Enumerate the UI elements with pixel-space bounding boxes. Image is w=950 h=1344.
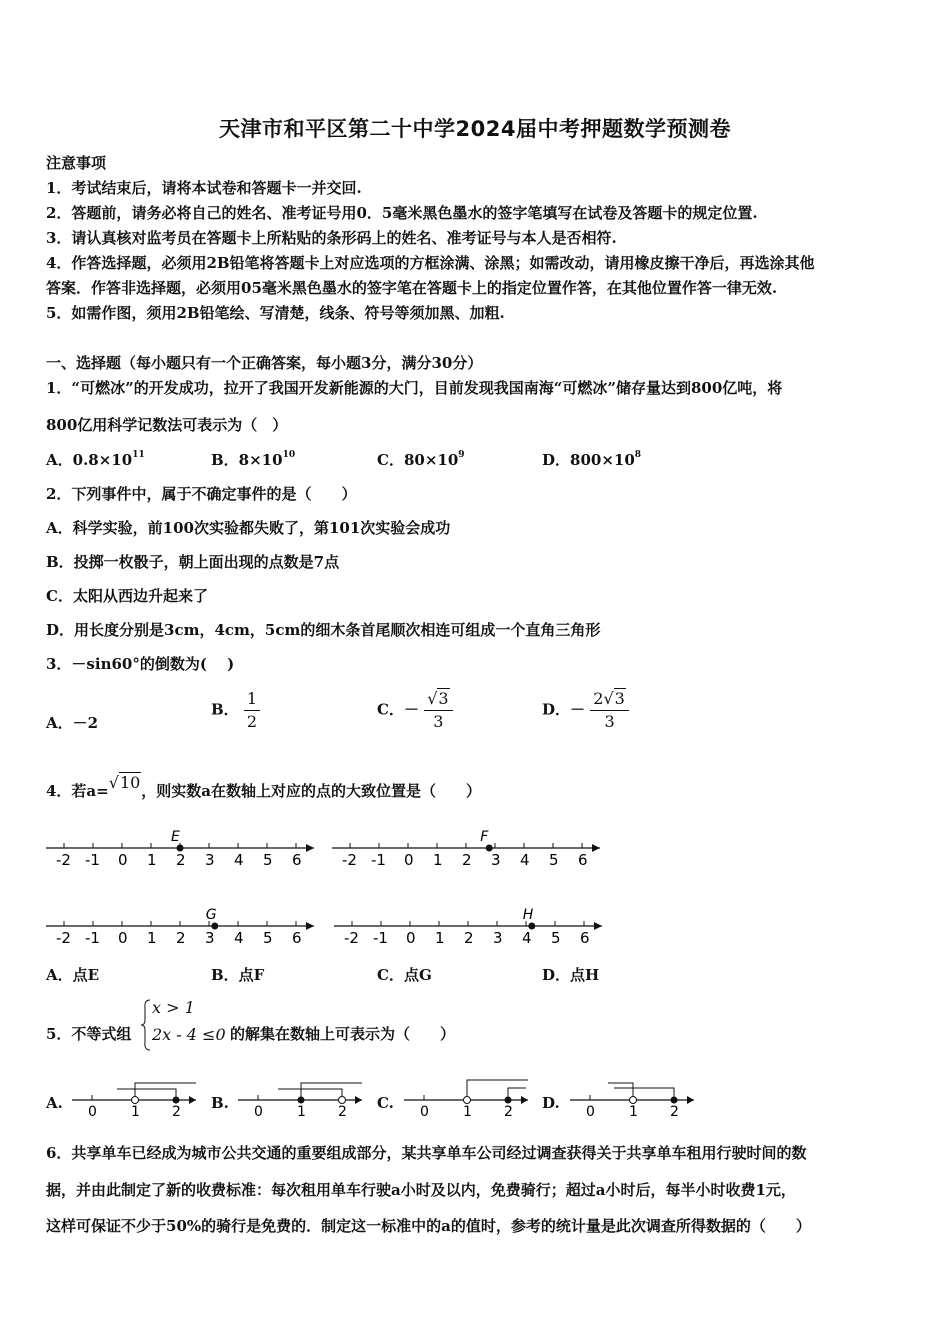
tick-label: 1 bbox=[131, 1104, 140, 1120]
q3-option-c: C．－ $\frac{√3}{3}$ bbox=[377, 688, 453, 733]
q3-option-d: D．－ $\frac{2√3}{3}$ bbox=[542, 688, 629, 733]
page-title: 天津市和平区第二十中学2024届中考押题数学预测卷 bbox=[219, 117, 731, 141]
fraction: $\frac{√3}{3}$ bbox=[424, 688, 452, 733]
q1-option-a: A．$0.8\times 10^{11}$ bbox=[46, 450, 145, 469]
q6-stem: 这样可保证不少于50%的骑行是免费的．制定这一标准中的a的值时，参考的统计量是此次调查所得数据的（ ） bbox=[46, 1217, 811, 1235]
q5-stem-prefix: 5．不等式组 bbox=[46, 1025, 132, 1043]
q2-stem: 2．下列事件中，属于不确定事件的是（ ） bbox=[46, 485, 357, 503]
q3-option-b: B． $\frac{1}{2}$ bbox=[211, 688, 260, 733]
tick-label: 0 bbox=[118, 929, 128, 947]
q2-option-c: C．太阳从西边升起来了 bbox=[46, 587, 208, 605]
tick-label: 3 bbox=[205, 851, 215, 869]
tick-label: 2 bbox=[462, 851, 472, 869]
q5-graph-d bbox=[570, 1083, 694, 1120]
tick-label: 1 bbox=[629, 1104, 638, 1120]
tick-label: 5 bbox=[551, 929, 561, 947]
q4-option-a: A．点E bbox=[46, 966, 100, 984]
q2-option-d: D．用长度分别是3cm，4cm，5cm的细木条首尾顺次相连可组成一个直角三角形 bbox=[46, 621, 601, 639]
tick-label: 2 bbox=[670, 1104, 679, 1120]
tick-label: 6 bbox=[578, 851, 588, 869]
tick-label: 2 bbox=[176, 929, 186, 947]
tick-label: 1 bbox=[433, 851, 443, 869]
tick-label: 3 bbox=[493, 929, 503, 947]
q5-graph-b bbox=[238, 1083, 362, 1120]
q5-graph-a bbox=[72, 1083, 196, 1120]
tick-label: 0 bbox=[420, 1104, 429, 1120]
tick-label: -1 bbox=[373, 929, 388, 947]
tick-label: 5 bbox=[263, 851, 273, 869]
q6-stem: 据，并由此制定了新的收费标准：每次租用单车行驶a小时及以内，免费骑行；超过a小时后，每半小时收费1元， bbox=[46, 1181, 796, 1199]
q2-option-a: A．科学实验，前100次实验都失败了，第101次实验会成功 bbox=[46, 519, 451, 537]
tick-label: 5 bbox=[549, 851, 559, 869]
point-label: E bbox=[171, 829, 180, 845]
tick-label: 1 bbox=[463, 1104, 472, 1120]
q1-option-d: D．$800\times 10^8$ bbox=[542, 450, 642, 469]
tick-label: 6 bbox=[292, 929, 302, 947]
point-label: F bbox=[480, 829, 489, 845]
notice-item: 4．作答选择题，必须用2B铅笔将答题卡上对应选项的方框涂满、涂黑；如需改动，请用橡皮擦干净后，再选涂其他 bbox=[46, 254, 815, 272]
tick-label: 0 bbox=[586, 1104, 595, 1120]
tick-label: 4 bbox=[234, 851, 244, 869]
tick-label: -2 bbox=[344, 929, 359, 947]
q6-stem: 6．共享单车已经成为城市公共交通的重要组成部分，某共享单车公司经过调查获得关于共享单车租用行驶时间的数 bbox=[46, 1144, 807, 1162]
tick-label: 3 bbox=[205, 929, 215, 947]
tick-label: 2 bbox=[464, 929, 474, 947]
notice-item: 1．考试结束后，请将本试卷和答题卡一并交回. bbox=[46, 179, 362, 197]
notice-item: 答案．作答非选择题，必须用05毫米黑色墨水的签字笔在答题卡上的指定位置作答，在其他位置作答一律无效. bbox=[46, 279, 778, 297]
tick-label: 2 bbox=[176, 851, 186, 869]
q5-label-a: A. bbox=[46, 1094, 63, 1112]
tick-label: 2 bbox=[172, 1104, 181, 1120]
tick-label: 4 bbox=[520, 851, 530, 869]
q2-option-b: B．投掷一枚骰子，朝上面出现的点数是7点 bbox=[46, 553, 340, 571]
tick-label: -2 bbox=[56, 929, 71, 947]
tick-label: 6 bbox=[292, 851, 302, 869]
q4-option-b: B．点F bbox=[211, 966, 265, 984]
q4-stem: 4．若a=√10，则实数a在数轴上对应的点的大致位置是（ ） bbox=[46, 773, 482, 800]
tick-label: 0 bbox=[118, 851, 128, 869]
tick-label: -1 bbox=[85, 851, 100, 869]
tick-label: 0 bbox=[88, 1104, 97, 1120]
fraction: $\frac{2√3}{3}$ bbox=[590, 688, 629, 733]
notice-heading: 注意事项 bbox=[46, 154, 107, 172]
tick-label: 1 bbox=[147, 929, 157, 947]
tick-label: 0 bbox=[406, 929, 416, 947]
tick-label: -1 bbox=[371, 851, 386, 869]
tick-label: 1 bbox=[435, 929, 445, 947]
tick-label: -1 bbox=[85, 929, 100, 947]
q3-option-a: A．－2 bbox=[46, 714, 99, 732]
q5-stem-suffix: 的解集在数轴上可表示为（ ） bbox=[230, 1025, 456, 1043]
tick-label: 0 bbox=[254, 1104, 263, 1120]
inequality-2: 2x - 4 ≤0 bbox=[152, 1025, 226, 1044]
section-heading: 一、选择题（每小题只有一个正确答案，每小题3分，满分30分） bbox=[46, 354, 483, 372]
tick-label: 5 bbox=[263, 929, 273, 947]
q4-option-c: C．点G bbox=[377, 966, 432, 984]
q1-option-c: C．$80\times 10^9$ bbox=[377, 450, 465, 469]
notice-item: 3．请认真核对监考员在答题卡上所粘贴的条形码上的姓名、准考证号与本人是否相符. bbox=[46, 229, 617, 247]
q4-option-d: D．点H bbox=[542, 966, 600, 984]
tick-label: 0 bbox=[404, 851, 414, 869]
tick-label: -2 bbox=[56, 851, 71, 869]
q3-stem: 3．－sin60°的倒数为( ) bbox=[46, 655, 235, 673]
tick-label: 4 bbox=[522, 929, 532, 947]
notice-item: 2．答题前，请务必将自己的姓名、准考证号用0．5毫米黑色墨水的签字笔填写在试卷及答题卡的规定位置. bbox=[46, 204, 758, 222]
tick-label: 2 bbox=[338, 1104, 347, 1120]
point-label: G bbox=[205, 907, 217, 923]
point-label: H bbox=[522, 907, 534, 923]
tick-label: 4 bbox=[234, 929, 244, 947]
q5-graph-c bbox=[404, 1080, 528, 1120]
notice-item: 5．如需作图，须用2B铅笔绘、写清楚，线条、符号等须加黑、加粗. bbox=[46, 304, 505, 322]
q1-stem: 1．“可燃冰”的开发成功，拉开了我国开发新能源的大门，目前发现我国南海“可燃冰”储存量达到800亿吨，将 bbox=[46, 379, 783, 397]
tick-label: 2 bbox=[504, 1104, 513, 1120]
q5-label-d: D. bbox=[542, 1094, 560, 1112]
q1-stem: 800亿用科学记数法可表示为（ ） bbox=[46, 416, 288, 434]
q5-label-c: C. bbox=[377, 1094, 394, 1112]
tick-label: -2 bbox=[342, 851, 357, 869]
q1-option-b: B．$8\times 10^{10}$ bbox=[211, 450, 296, 469]
tick-label: 1 bbox=[147, 851, 157, 869]
fraction: $\frac{1}{2}$ bbox=[244, 688, 260, 733]
q5-label-b: B. bbox=[211, 1094, 229, 1112]
tick-label: 3 bbox=[491, 851, 501, 869]
inequality-1: x > 1 bbox=[152, 998, 195, 1017]
tick-label: 6 bbox=[580, 929, 590, 947]
tick-label: 1 bbox=[297, 1104, 306, 1120]
